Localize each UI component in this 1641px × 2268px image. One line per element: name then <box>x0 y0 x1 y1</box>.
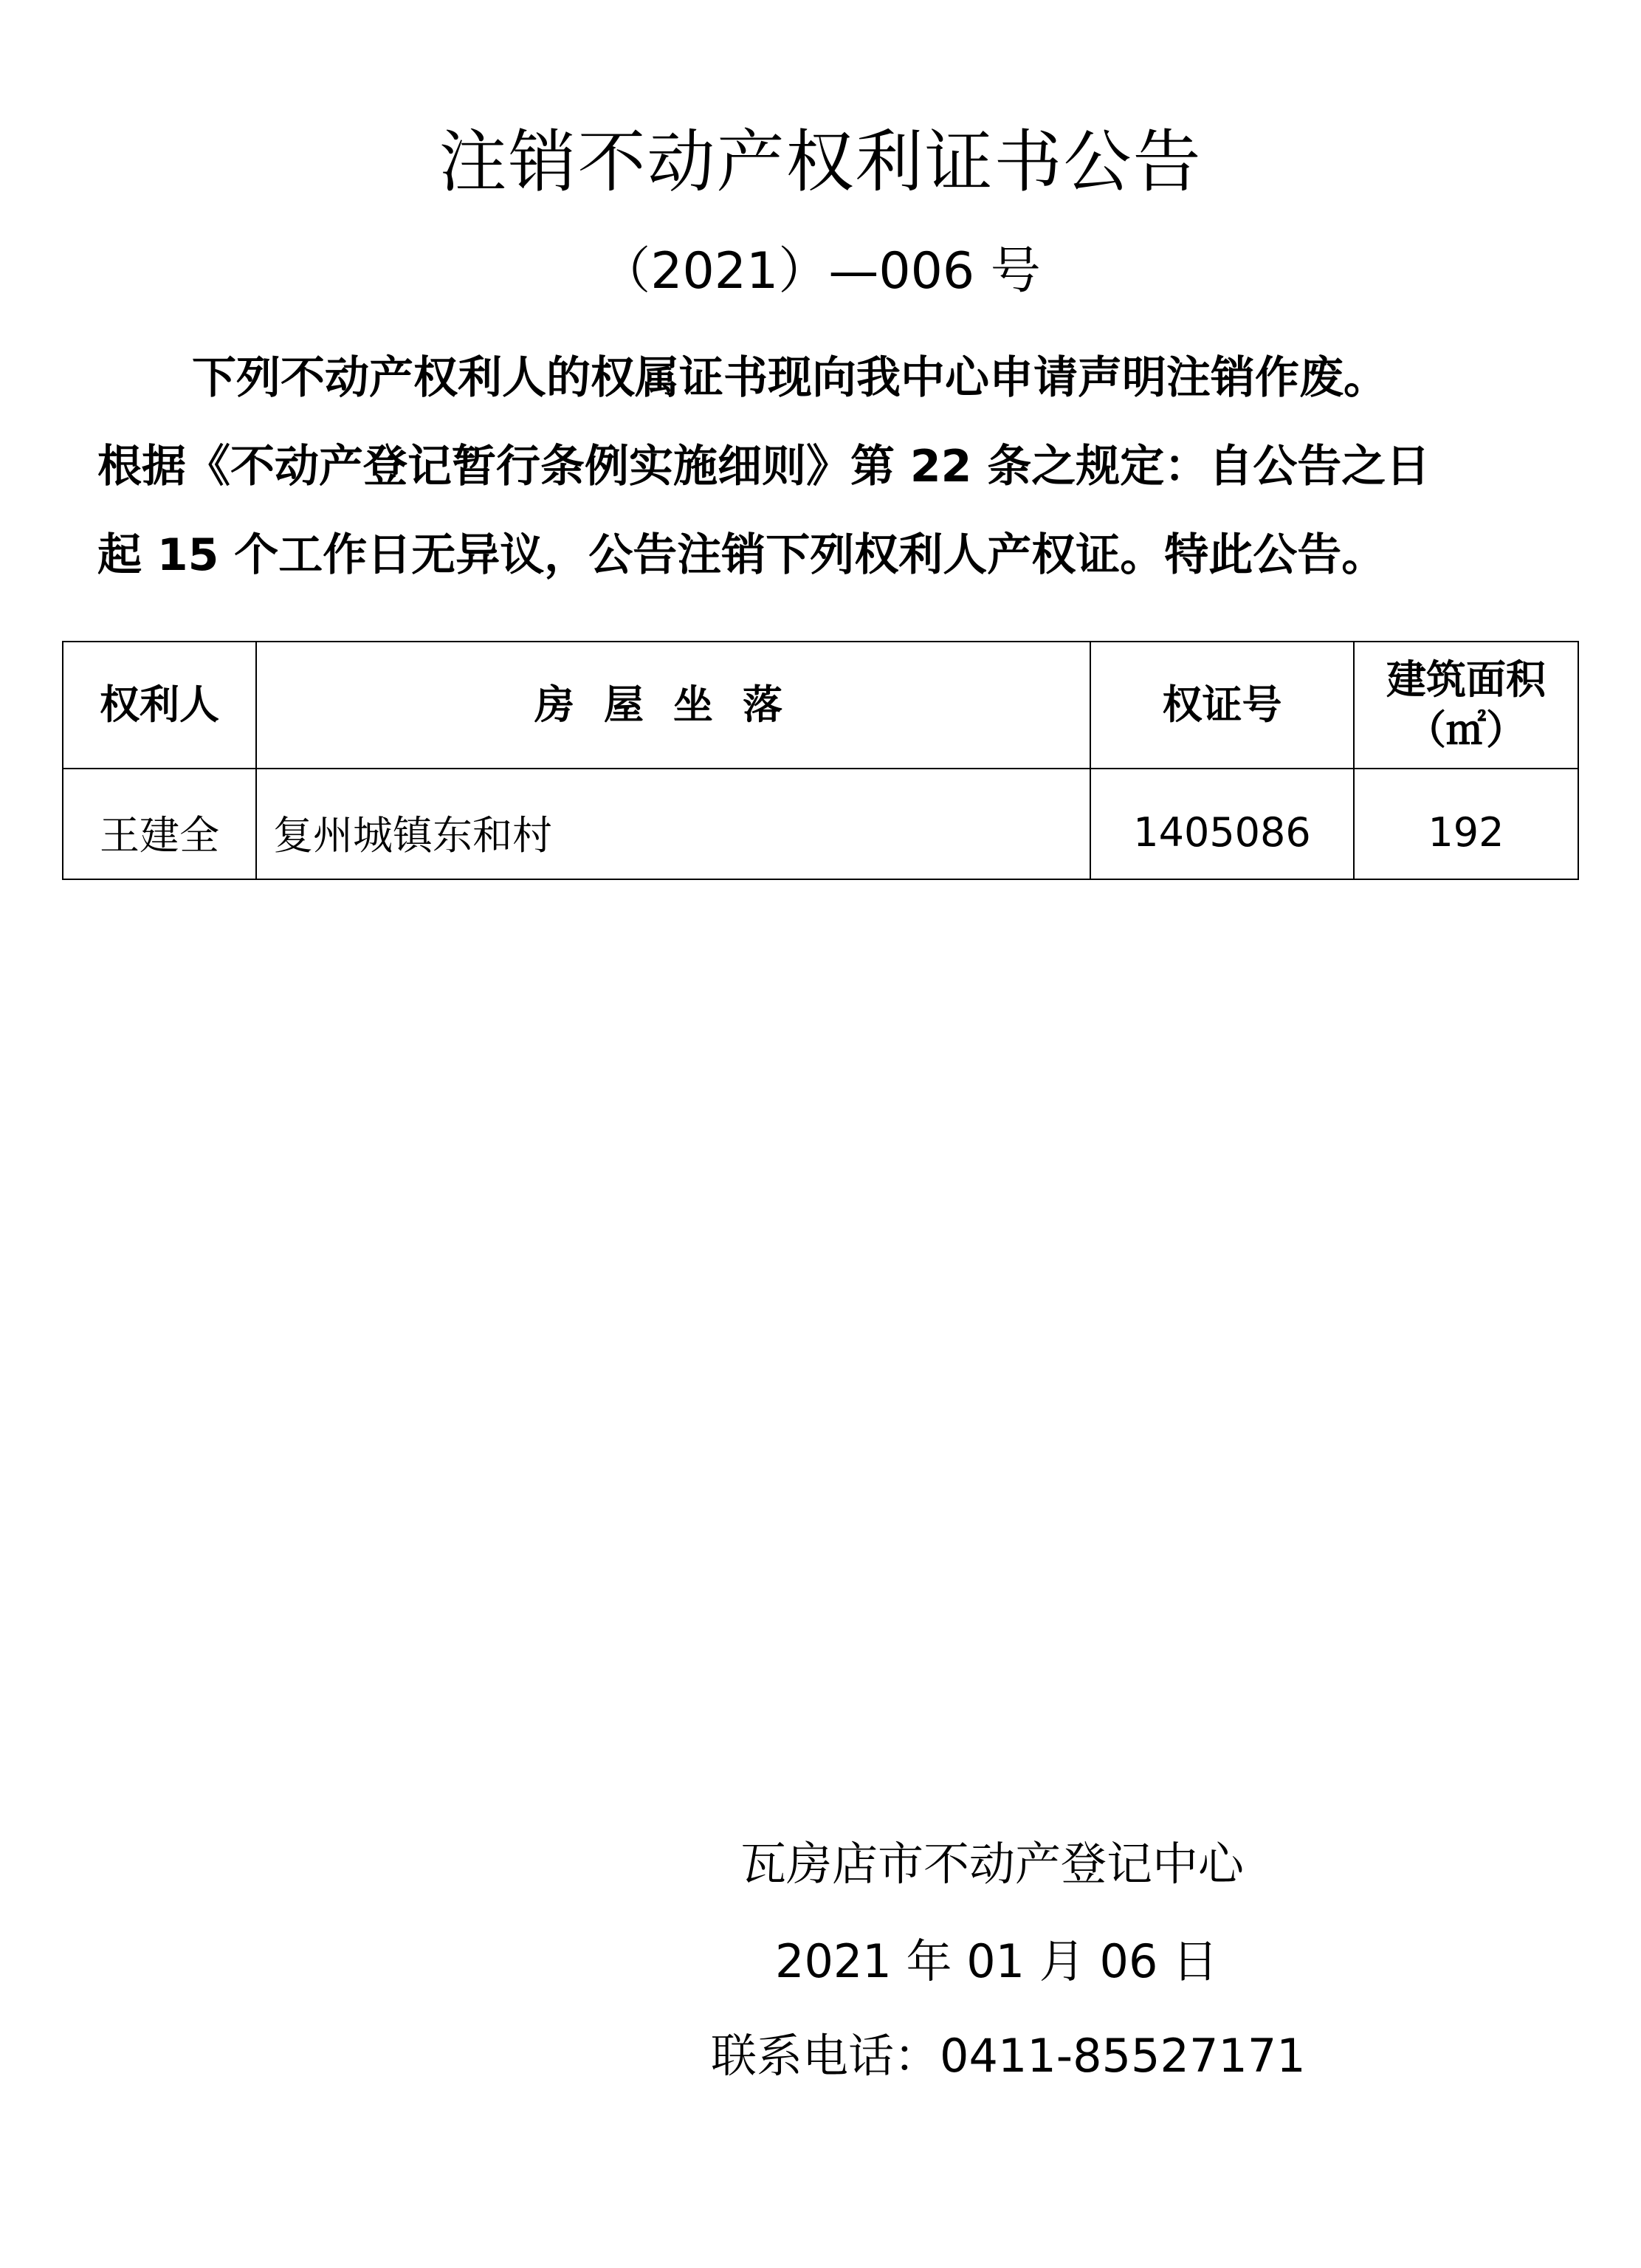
issuing-organization: 瓦房店市不动产登记中心 <box>740 1837 1245 1891</box>
header-cert-no: 权证号 <box>1090 642 1354 769</box>
cell-area: 192 <box>1354 769 1578 879</box>
contact-phone: 联系电话：0411-85527171 <box>711 2029 1306 2083</box>
cell-location: 复州城镇东和村 <box>256 769 1090 879</box>
cell-cert-no: 1405086 <box>1090 769 1354 879</box>
table-header-row <box>63 642 1578 769</box>
header-location-label: 房屋坐落 <box>534 681 812 728</box>
cancellation-records-table <box>62 641 1579 880</box>
cell-holder: 王建全 <box>63 769 256 879</box>
notice-title: 注销不动产权利证书公告 <box>438 123 1203 202</box>
table-row <box>63 769 1578 879</box>
header-area-unit: （㎡） <box>1406 707 1526 753</box>
issue-date: 2021 年 01 月 06 日 <box>775 1934 1219 1988</box>
header-area-label: 建筑面积 <box>1386 656 1546 703</box>
body-paragraph-line-3: 起 15 个工作日无异议，公告注销下列权利人产权证。特此公告。 <box>97 529 1386 581</box>
document-number: （2021）—006 号 <box>600 242 1041 300</box>
header-location <box>256 642 1090 769</box>
body-paragraph-line-2: 根据《不动产登记暂行条例实施细则》第 22 条之规定：自公告之日 <box>97 441 1431 492</box>
header-area <box>1354 642 1578 769</box>
header-holder: 权利人 <box>63 642 256 769</box>
body-paragraph-line-1: 下列不动产权利人的权属证书现向我中心申请声明注销作废。 <box>192 352 1388 404</box>
